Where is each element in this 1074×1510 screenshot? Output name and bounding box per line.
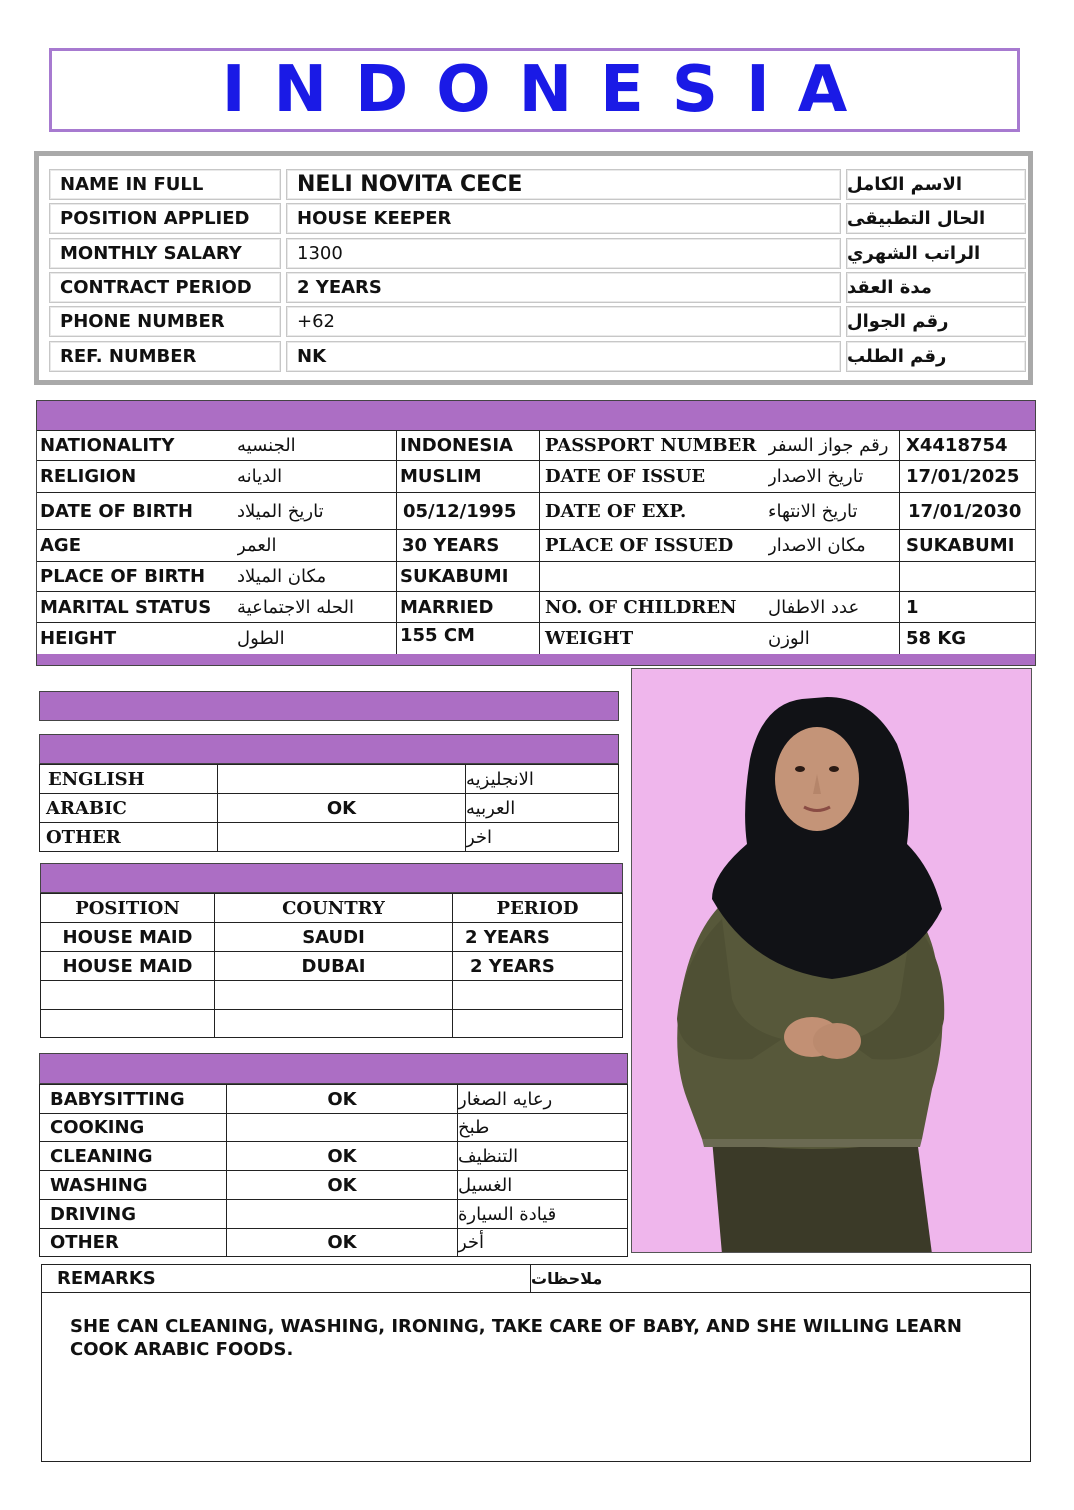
- personal-value: MUSLIM: [397, 461, 540, 492]
- personal-row: [37, 430, 1035, 461]
- personal-arabic2: عدد الاطفال: [768, 592, 900, 622]
- personal-value2: SUKABUMI: [906, 535, 1015, 556]
- personal-label: PLACE OF BIRTH: [40, 566, 206, 587]
- personal-value2: X4418754: [906, 435, 1008, 456]
- basic-row-phone: [49, 306, 1026, 337]
- personal-label2: NO. OF CHILDREN: [545, 596, 737, 618]
- person-illustration: [632, 669, 1032, 1253]
- skill-value: [227, 1114, 458, 1141]
- personal-value: SUKABUMI: [397, 562, 540, 591]
- personal-arabic: الديانه: [237, 461, 397, 492]
- experience-header-row: [41, 894, 622, 923]
- skill-label: BABYSITTING: [40, 1085, 227, 1113]
- personal-label: AGE: [40, 535, 82, 556]
- skill-value: OK: [227, 1142, 458, 1170]
- basic-label: POSITION APPLIED: [49, 203, 281, 234]
- section-bar: [39, 691, 619, 721]
- personal-arabic2: [768, 562, 900, 591]
- personal-value2: 17/01/2025: [906, 466, 1020, 487]
- experience-header: POSITION: [41, 894, 215, 922]
- personal-value2: 17/01/2030: [908, 500, 1022, 522]
- experience-position: [41, 981, 215, 1009]
- basic-arabic: رقم الجوال: [846, 306, 1026, 337]
- basic-row-position: [49, 203, 1026, 234]
- language-arabic: العربيه: [466, 797, 516, 819]
- languages-header-bar: [39, 734, 619, 764]
- country-title: INDONESIA: [221, 53, 876, 127]
- personal-row: [37, 530, 1035, 562]
- experience-position: HOUSE MAID: [41, 923, 215, 951]
- personal-row: [37, 623, 1035, 654]
- personal-value: 05/12/1995: [397, 493, 540, 529]
- basic-row-ref: [49, 341, 1026, 372]
- language-label: ENGLISH: [40, 765, 218, 793]
- personal-label: HEIGHT: [40, 628, 117, 649]
- basic-label: NAME IN FULL: [49, 169, 281, 200]
- language-value: OK: [218, 794, 466, 822]
- experience-period: 2 YEARS: [465, 926, 550, 948]
- skill-label: COOKING: [40, 1114, 227, 1141]
- personal-value: INDONESIA: [397, 431, 540, 460]
- experience-header-bar: [40, 863, 623, 893]
- personal-arabic: الطول: [237, 623, 397, 654]
- basic-row-salary: [49, 238, 1026, 269]
- personal-row: [37, 461, 1035, 493]
- personal-arabic2: تاريخ الاصدار: [768, 461, 900, 492]
- basic-label: MONTHLY SALARY: [49, 238, 281, 269]
- basic-value: 1300: [286, 238, 841, 269]
- personal-arabic: العمر: [237, 530, 397, 561]
- personal-value2: 58 KG: [906, 628, 967, 649]
- skill-row: [40, 1171, 627, 1200]
- personal-row: [37, 493, 1035, 530]
- skill-arabic: التنظيف: [458, 1145, 519, 1167]
- personal-value2: [900, 562, 1035, 591]
- personal-label: RELIGION: [40, 466, 137, 487]
- skill-row: [40, 1142, 627, 1171]
- personal-value: 30 YEARS: [397, 530, 540, 561]
- personal-arabic: الحله الاجتماعية: [237, 592, 397, 622]
- skill-label: OTHER: [40, 1229, 227, 1256]
- personal-arabic: مكان الميلاد: [237, 562, 397, 591]
- skill-row: [40, 1200, 627, 1229]
- personal-grid: [37, 430, 1035, 654]
- basic-label: REF. NUMBER: [49, 341, 281, 372]
- language-arabic: اخر: [466, 826, 493, 848]
- personal-label2: PLACE OF ISSUED: [545, 535, 734, 556]
- personal-arabic: تاريخ الميلاد: [237, 493, 397, 529]
- candidate-photo: [631, 668, 1032, 1253]
- basic-value: HOUSE KEEPER: [286, 203, 841, 234]
- experience-row: [41, 952, 622, 981]
- personal-arabic2: تاريخ الانتهاء: [768, 493, 900, 529]
- experience-period: [453, 981, 622, 1009]
- language-value: [218, 823, 466, 851]
- basic-arabic: الراتب الشهري: [846, 238, 1026, 269]
- basic-value: +62: [286, 306, 841, 337]
- basic-arabic: الاسم الكامل: [846, 169, 1026, 200]
- experience-row: [41, 923, 622, 952]
- skill-row: [40, 1229, 627, 1256]
- personal-arabic: الجنسيه: [237, 431, 397, 460]
- personal-label2: WEIGHT: [545, 628, 634, 649]
- skill-value: [227, 1200, 458, 1228]
- basic-arabic: رقم الطلب: [846, 341, 1026, 372]
- basic-info-table: [34, 151, 1033, 385]
- basic-row-name: [49, 169, 1026, 200]
- skill-value: OK: [227, 1171, 458, 1199]
- experience-position: HOUSE MAID: [41, 952, 215, 980]
- basic-value: 2 YEARS: [286, 272, 841, 303]
- language-row: [40, 765, 618, 794]
- experience-header: PERIOD: [496, 897, 579, 919]
- title-banner: [49, 48, 1020, 132]
- personal-value: MARRIED: [397, 592, 540, 622]
- personal-label: MARITAL STATUS: [40, 596, 212, 618]
- skill-arabic: الغسيل: [458, 1174, 513, 1196]
- personal-label2: DATE OF EXP.: [545, 500, 687, 522]
- language-row: [40, 794, 618, 823]
- language-row: [40, 823, 618, 851]
- basic-label: PHONE NUMBER: [49, 306, 281, 337]
- experience-country: [215, 1010, 453, 1037]
- personal-label2: [540, 562, 768, 591]
- basic-value: NELI NOVITA CECE: [286, 169, 841, 200]
- experience-table: [40, 893, 623, 1038]
- experience-country: [215, 981, 453, 1009]
- personal-label2: DATE OF ISSUE: [545, 466, 706, 487]
- remarks-label: REMARKS: [42, 1265, 531, 1292]
- personal-arabic2: رقم جواز السفر: [768, 431, 900, 460]
- skills-header-bar: [39, 1053, 628, 1084]
- personal-label: NATIONALITY: [40, 435, 175, 456]
- experience-period: 2 YEARS: [470, 955, 555, 977]
- personal-row: [37, 562, 1035, 592]
- basic-label: CONTRACT PERIOD: [49, 272, 281, 303]
- basic-arabic: الحال التطبيقى: [846, 203, 1026, 234]
- skill-row: [40, 1114, 627, 1142]
- skill-arabic: قيادة السيارة: [458, 1203, 557, 1225]
- personal-value2: 1: [906, 596, 919, 618]
- language-value: [218, 765, 466, 793]
- skill-arabic: طبخ: [458, 1117, 490, 1138]
- personal-label: DATE OF BIRTH: [40, 500, 193, 522]
- skill-value: OK: [227, 1085, 458, 1113]
- skill-row: [40, 1085, 627, 1114]
- language-arabic: الانجليزيه: [466, 768, 534, 790]
- personal-arabic2: مكان الاصدار: [768, 530, 900, 561]
- remarks-text: SHE CAN CLEANING, WASHING, IRONING, TAKE CARE OF BABY, AND SHE WILLING LEARN COOK ARABIC FOODS.: [70, 1316, 962, 1360]
- experience-country: SAUDI: [215, 923, 453, 951]
- basic-row-contract: [49, 272, 1026, 303]
- skill-arabic: أخر: [458, 1232, 485, 1253]
- experience-header: COUNTRY: [215, 894, 453, 922]
- personal-value: 155 CM: [397, 623, 540, 654]
- skill-label: WASHING: [40, 1171, 227, 1199]
- skill-label: CLEANING: [40, 1142, 227, 1170]
- skills-table: [39, 1084, 628, 1257]
- remarks-arabic: ملاحظات: [531, 1269, 603, 1288]
- personal-row: [37, 592, 1035, 623]
- personal-details-table: [36, 400, 1036, 666]
- remarks-header-row: [42, 1265, 1030, 1293]
- language-label: ARABIC: [40, 794, 218, 822]
- basic-value: NK: [286, 341, 841, 372]
- experience-row: [41, 981, 622, 1010]
- skill-arabic: رعايه الصغار: [458, 1088, 553, 1110]
- skill-label: DRIVING: [40, 1200, 227, 1228]
- languages-table: [39, 764, 619, 852]
- experience-period: [453, 1010, 622, 1037]
- remarks-section: [41, 1264, 1031, 1462]
- skill-value: OK: [227, 1229, 458, 1256]
- experience-row: [41, 1010, 622, 1037]
- personal-label2: PASSPORT NUMBER: [545, 435, 757, 456]
- language-label: OTHER: [40, 823, 218, 851]
- personal-arabic2: الوزن: [768, 623, 900, 654]
- basic-arabic: مدة العقد: [846, 272, 1026, 303]
- experience-country: DUBAI: [215, 952, 453, 980]
- experience-position: [41, 1010, 215, 1037]
